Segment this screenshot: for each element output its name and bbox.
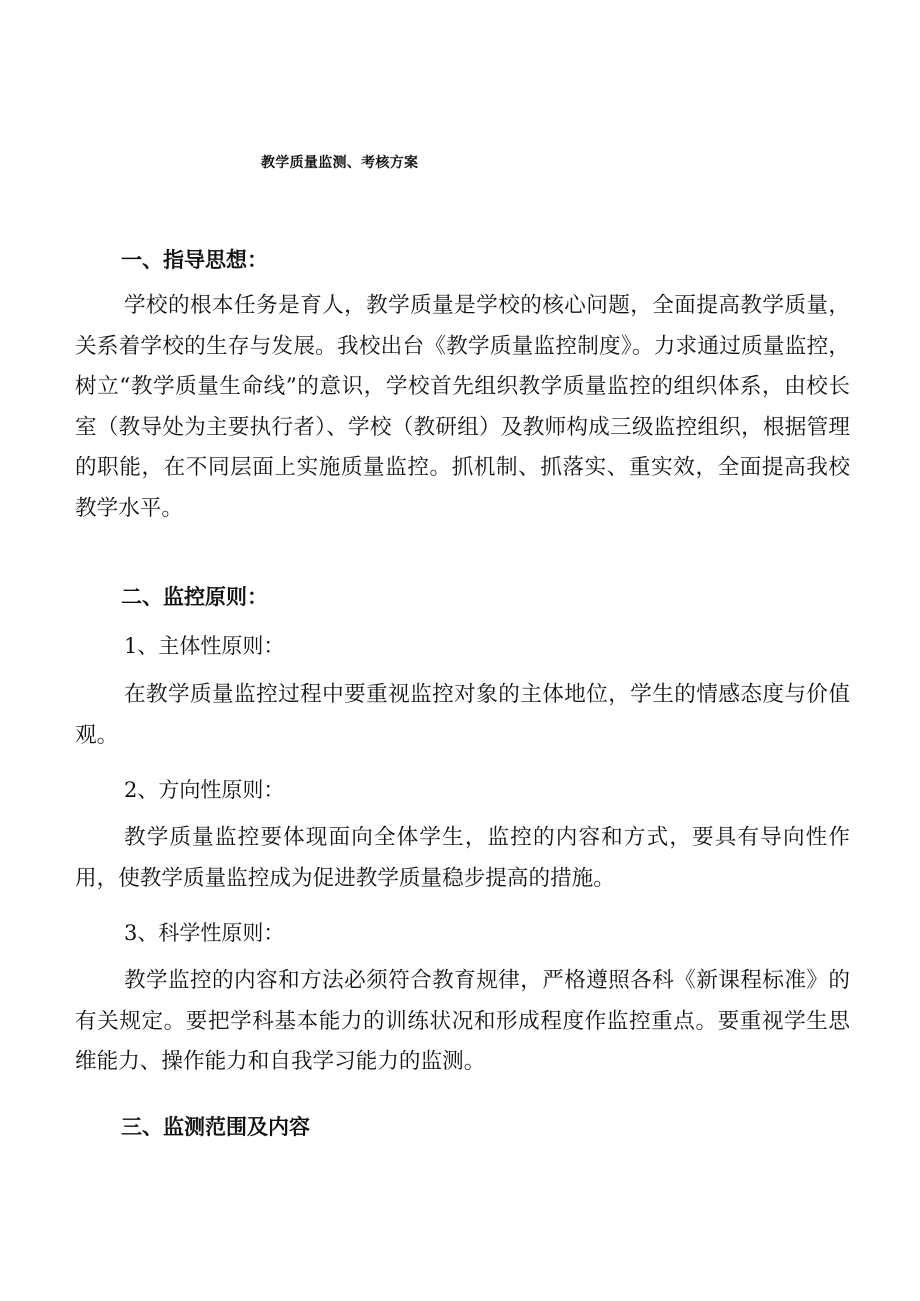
principle-label-direction: 2、方向性原则：: [124, 778, 285, 802]
principle-label-scientific: 3、科学性原则：: [124, 921, 285, 945]
principle-label-subjectivity: 1、主体性原则：: [124, 634, 285, 658]
section-heading-monitoring-principles: 二、监控原则：: [121, 585, 268, 609]
section-heading-guiding-ideology: 一、指导思想：: [121, 248, 268, 272]
principle-text-scientific: 教学监控的内容和方法必须符合教育规律，严格遵照各科《新课程标准》的有关规定。要把学科基本能力的训练状况和形成程度作监控重点。要重视学生思维能力、操作能力和自我学习能力的监测。: [75, 968, 850, 1074]
principle-text-subjectivity: 在教学质量监控过程中要重视监控对象的主体地位，学生的情感态度与价值观。: [75, 682, 850, 748]
guiding-ideology-paragraph: 学校的根本任务是育人，教学质量是学校的核心问题，全面提高教学质量，关系着学校的生存与发展。我校出台《教学质量监控制度》。力求通过质量监控，树立“教学质量生命线”的意识，学校首先组织教学质量监控的组织体系，由校长室（教导处为主要执行者）、学校（教研组）及教师构成三级监控组织，根据管理的职能，在不同层面上实施质量监控。抓机制、抓落实、重实效，全面提高我校教学水平。: [75, 293, 850, 521]
principle-text-direction: 教学质量监控要体现面向全体学生，监控的内容和方式，要具有导向性作用，使教学质量监控成为促进教学质量稳步提高的措施。: [75, 825, 850, 891]
document-title: 教学质量监测、考核方案: [261, 155, 419, 171]
section-heading-scope-and-content: 三、监测范围及内容: [121, 1115, 310, 1139]
